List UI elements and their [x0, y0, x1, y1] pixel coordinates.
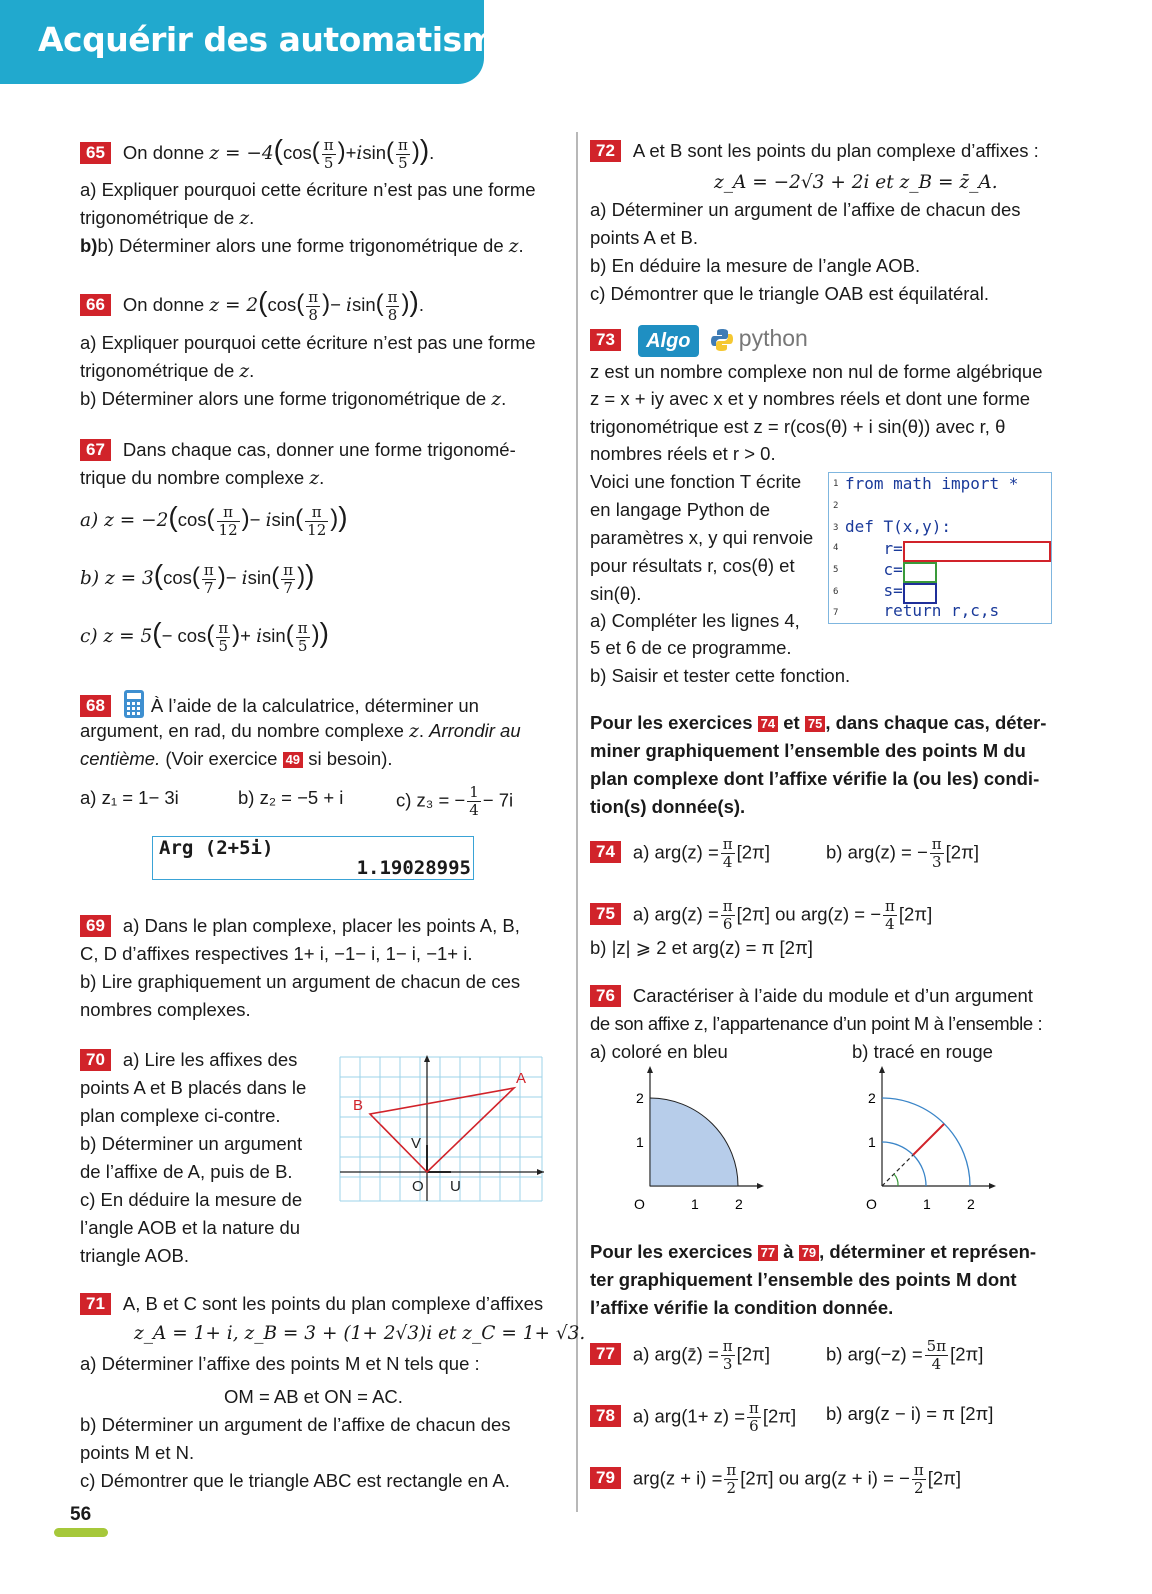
ex73-number: 73 [590, 329, 621, 351]
ex70-l8: triangle AOB. [80, 1245, 190, 1266]
code-blank-c[interactable] [903, 562, 937, 583]
python-wordmark: python [738, 325, 808, 351]
ex70-grid-figure [338, 1055, 548, 1203]
ex68-number: 68 [80, 695, 111, 717]
ex65-a: a) Expliquer pourquoi cette écriture n’est pas une forme [80, 179, 536, 200]
ex67-l2: trique du nombre complexe z. [80, 467, 325, 489]
ex68-zc: c) z₃ = − $\frac{1}{4}$ − 7i [396, 783, 514, 819]
svg-text:O: O [634, 1196, 645, 1212]
svg-text:1: 1 [691, 1196, 699, 1212]
ex78-b: b) arg(z − i) = π [2π] [826, 1403, 994, 1424]
point-label-b: B [353, 1097, 364, 1114]
ex68-l2: argument, en rad, du nombre complexe z. Arrondir au [80, 720, 521, 742]
ex73-l2: z = x + iy avec x et y nombres réels et dont une forme [590, 388, 1031, 409]
svg-text:2: 2 [636, 1090, 644, 1106]
ex68-za: a) z₁ = 1− 3i [80, 787, 179, 808]
ex67-b: b) z = 3(cos( $\frac{\pi}{7}$ )− isin( $\frac{\pi}{7}$ )) [80, 559, 315, 597]
ex66-a: a) Expliquer pourquoi cette écriture n’est pas une forme [80, 332, 536, 353]
intro77-l3: l’affixe vérifie la condition donnée. [590, 1297, 894, 1318]
ex71-l2: z_A = 1+ i, z_B = 3 + (1+ 2√3)i et z_C = 1+ √3. [134, 1323, 586, 1344]
ex66-b: b) Déterminer alors une forme trigonométrique de z. [80, 388, 507, 410]
ex70-l7: l’angle AOB et la nature du [80, 1217, 301, 1238]
ex76-b: b) tracé en rouge [852, 1041, 993, 1062]
ex77-a: 77 a) arg(z̄) = $\frac{\pi}{3}$ [2π] [590, 1338, 770, 1373]
ex72-l1: 72 A et B sont les points du plan complexe d’affixes : [590, 137, 1039, 165]
intro77-l1: Pour les exercices 77 à 79 , déterminer et représen- [590, 1241, 1037, 1262]
ex73-l12: b) Saisir et tester cette fonction. [590, 665, 851, 686]
intro77-l2: ter graphiquement l’ensemble des points M dont [590, 1269, 1017, 1290]
ex69-l4: nombres complexes. [80, 999, 251, 1020]
ex71-l1: 71 A, B et C sont les points du plan complexe d’affixes [80, 1290, 543, 1318]
ex76-l2: de son affixe z, l’appartenance d’un point M à l’ensemble : [590, 1013, 1043, 1034]
ex71-l3: a) Déterminer l’affixe des points M et N tels que : [80, 1353, 480, 1374]
ex67-number: 67 [80, 439, 111, 461]
intro74-l1: Pour les exercices 74 et 75 , dans chaque cas, déter- [590, 712, 1047, 733]
ex72-l5: b) En déduire la mesure de l’angle AOB. [590, 255, 921, 276]
ex71-l4: OM = AB et ON = AC. [224, 1386, 403, 1407]
ex67-l1: 67 Dans chaque cas, donner une forme trigonomé- [80, 436, 516, 464]
python-code-block: 1 from math import * 2 3 def T(x,y): 4 r= 5 c= 6 s= 7 return r,c,s [828, 472, 1052, 624]
ex73-l5: Voici une fonction T écrite [590, 471, 802, 492]
intro74-l3: plan complexe dont l’affixe vérifie la (ou les) condi- [590, 768, 1040, 789]
ex65-a2: trigonométrique de z. [80, 207, 255, 229]
ex71-number: 71 [80, 1293, 111, 1315]
svg-text:1: 1 [868, 1134, 876, 1150]
point-label-a: A [516, 1070, 527, 1087]
ex70-l2: points A et B placés dans le [80, 1077, 307, 1098]
ex70-l3: plan complexe ci-contre. [80, 1105, 281, 1126]
code-blank-r[interactable] [903, 541, 1051, 562]
ex68-l1: 68 À l’aide de la calculatrice, déterminer un [80, 689, 479, 720]
ex73-l1: z est un nombre complexe non nul de forme algébrique [590, 361, 1043, 382]
ex70-l5: de l’affixe de A, puis de B. [80, 1161, 293, 1182]
page-number: 56 [70, 1504, 92, 1525]
column-divider [576, 132, 578, 1512]
ex76-l1: 76 Caractériser à l’aide du module et d’un argument [590, 982, 1033, 1010]
ex69-l3: b) Lire graphiquement un argument de chacun de ces [80, 971, 521, 992]
ex72-l4: points A et B. [590, 227, 698, 248]
ex73-l4: nombres réels et r > 0. [590, 443, 776, 464]
ex70-l4: b) Déterminer un argument [80, 1133, 303, 1154]
svg-text:1: 1 [636, 1134, 644, 1150]
ex67-c: c) z = 5(− cos( $\frac{\pi}{5}$ )+ isin( $\frac{\pi}{5}$ )) [80, 617, 329, 655]
ex78-number: 78 [590, 1405, 621, 1427]
ex72-l3: a) Déterminer un argument de l’affixe de chacun des [590, 199, 1021, 220]
python-logo-icon [710, 328, 734, 352]
ex68-l3: centième. (Voir exercice 49 si besoin). [80, 748, 393, 769]
ex74-number: 74 [590, 841, 621, 863]
intro74-l2: miner graphiquement l’ensemble des points M du [590, 740, 1026, 761]
ex74: 74 a) arg(z) = $\frac{\pi}{4}$ [2π] [590, 836, 770, 871]
ex70-l1: 70 a) Lire les affixes des [80, 1046, 297, 1074]
ex65-number: 65 [80, 142, 111, 164]
algo-badge: Algo [638, 325, 698, 357]
ex71-l5: b) Déterminer un argument de l’affixe de chacun des [80, 1414, 511, 1435]
ex70-number: 70 [80, 1049, 111, 1071]
ex76-number: 76 [590, 985, 621, 1007]
calculator-icon [123, 689, 145, 719]
ex73-l11: 5 et 6 de ce programme. [590, 637, 792, 658]
ex76-figure-b [858, 1064, 998, 1214]
point-label-o: O [412, 1178, 424, 1195]
ex66-a2: trigonométrique de z. [80, 360, 255, 382]
ex75-number: 75 [590, 903, 621, 925]
ex73-l8: pour résultats r, cos(θ) et [590, 555, 795, 576]
ex73-l6: en langage Python de [590, 499, 771, 520]
ex66-statement: 66 On donne z = 2(cos( $\frac{\pi}{8}$ )− isin( $\frac{\pi}{8}$ )). [80, 288, 424, 324]
svg-text:2: 2 [868, 1090, 876, 1106]
ex68-zb: b) z₂ = −5 + i [238, 787, 344, 808]
ex67-a: a) z = −2(cos( $\frac{\pi}{12}$ )− isin( $\frac{\pi}{12}$ )) [80, 501, 348, 539]
ex69-l1: 69 a) Dans le plan complexe, placer les points A, B, [80, 912, 520, 940]
ex69-l2: C, D d’affixes respectives 1+ i, −1− i, 1− i, −1+ i. [80, 943, 473, 964]
ex69-number: 69 [80, 915, 111, 937]
svg-text:O: O [866, 1196, 877, 1212]
ex73-header [590, 324, 808, 357]
svg-text:2: 2 [967, 1196, 975, 1212]
ex73-l3: trigonométrique est z = r(cos(θ) + i sin(θ)) avec r, θ [590, 416, 1006, 437]
ex75-a: 75 a) arg(z) = $\frac{\pi}{6}$ [2π] ou arg(z) = − $\frac{\pi}{4}$ [2π] [590, 898, 932, 933]
calculator-screen: Arg (2+5i) 1.19028995 [152, 836, 474, 880]
ex66-number: 66 [80, 294, 111, 316]
code-blank-s[interactable] [903, 583, 937, 604]
point-label-v: V [411, 1135, 422, 1152]
ex79: 79 arg(z + i) = $\frac{\pi}{2}$ [2π] ou arg(z + i) = − $\frac{\pi}{2}$ [2π] [590, 1462, 961, 1497]
ex77-number: 77 [590, 1343, 621, 1365]
ex68-ref: 49 [283, 752, 303, 768]
ex76-a: a) coloré en bleu [590, 1041, 728, 1062]
ex77-b: b) arg(−z) = $\frac{5\pi}{4}$ [2π] [826, 1337, 984, 1373]
ex70-l6: c) En déduire la mesure de [80, 1189, 303, 1210]
ex73-l10: a) Compléter les lignes 4, [590, 610, 800, 631]
page-number-accent [54, 1528, 108, 1537]
ex65-b: b)b) Déterminer alors une forme trigonométrique de z. [80, 235, 524, 257]
page-title: Acquérir des automatismes [38, 20, 537, 59]
intro74-l4: tion(s) donnée(s). [590, 796, 746, 817]
ex72-l6: c) Démontrer que le triangle OAB est équilatéral. [590, 283, 989, 304]
ex72-number: 72 [590, 140, 621, 162]
ex75-b: b) |z| ⩾ 2 et arg(z) = π [2π] [590, 937, 813, 958]
point-label-u: U [450, 1178, 461, 1195]
ex71-l7: c) Démontrer que le triangle ABC est rectangle en A. [80, 1470, 510, 1491]
ex78-a: 78 a) arg(1+ z) = $\frac{\pi}{6}$ [2π] [590, 1400, 796, 1435]
ex65-statement: 65 On donne z = −4(cos( $\frac{\pi}{5}$ )+isin( $\frac{\pi}{5}$ )). [80, 136, 434, 172]
ex73-l9: sin(θ). [590, 583, 642, 604]
ex73-l7: paramètres x, y qui renvoie [590, 527, 814, 548]
ex72-l2: z_A = −2√3 + 2i et z_B = z̄_A. [714, 172, 998, 193]
ex76-figure-a [626, 1064, 766, 1214]
svg-text:1: 1 [923, 1196, 931, 1212]
ex74-b: b) arg(z) = − $\frac{\pi}{3}$ [2π] [826, 835, 979, 871]
ex71-l6: points M et N. [80, 1442, 195, 1463]
svg-text:2: 2 [735, 1196, 743, 1212]
ex79-number: 79 [590, 1467, 621, 1489]
